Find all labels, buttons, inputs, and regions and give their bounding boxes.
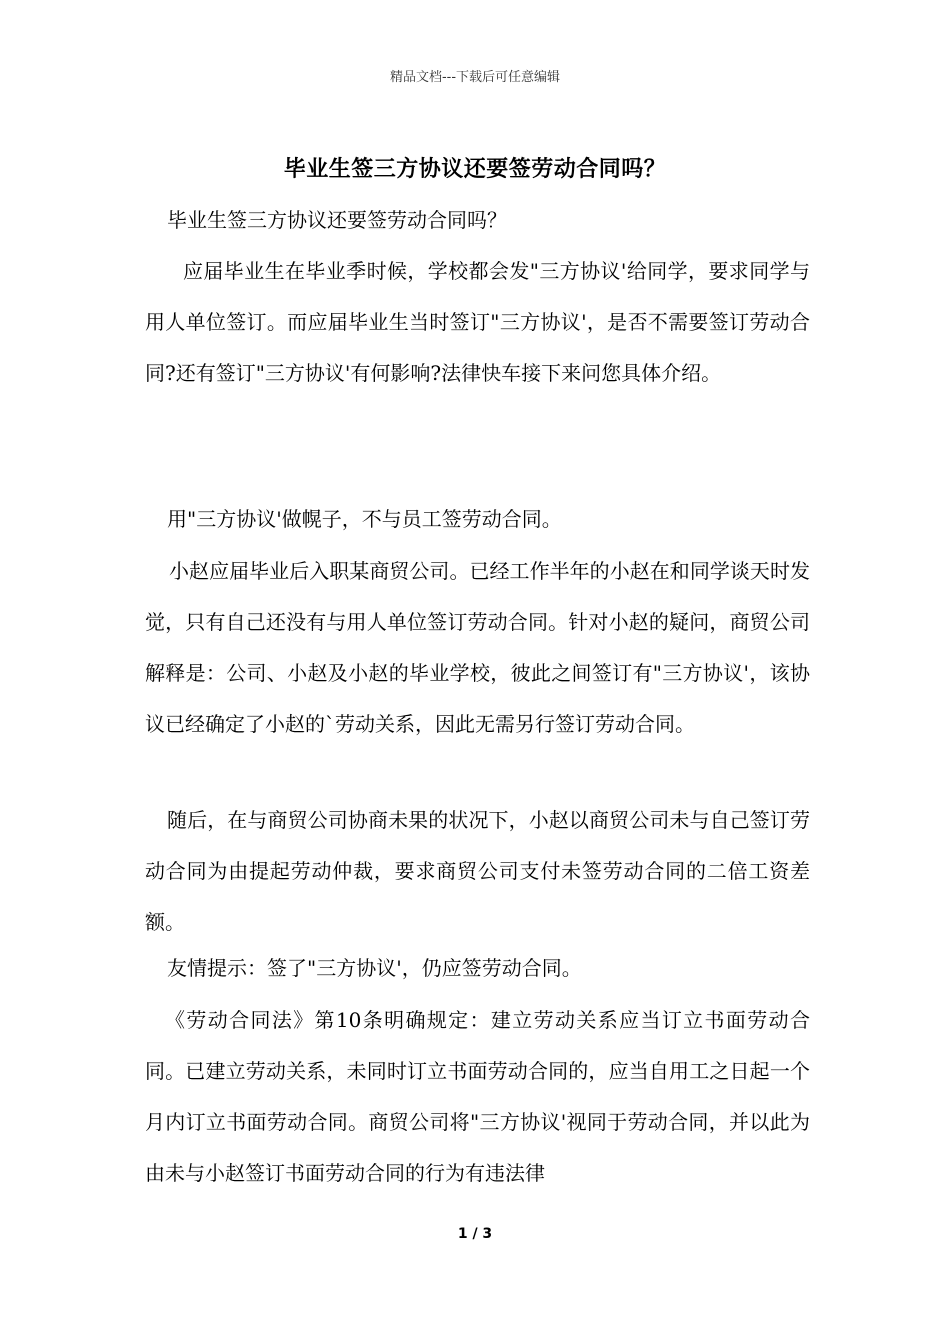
paragraph-subtitle bbox=[145, 195, 810, 246]
paragraph: 毕业生签三方协议还要签劳动合同吗？ bbox=[167, 208, 507, 232]
header-note: 精品文档---下载后可任意编辑 bbox=[389, 70, 561, 85]
paragraph: 应届毕业生在毕业季时候，学校都会发"三方协议'给同学，要求同学与用人单位签订。而应届毕业生当时签订"三方协议'，是否不需要签订劳动合同?还有签订"三方协议'有何影响?法律快车接下来问您具体介绍。 bbox=[145, 259, 810, 385]
paragraph-tip bbox=[145, 943, 810, 994]
paragraph: 小赵应届毕业后入职某商贸公司。已经工作半年的小赵在和同学谈天时发觉，只有自己还没有与用人单位签订劳动合同。针对小赵的疑问，商贸公司解释是：公司、小赵及小赵的毕业学校，彼此之间签订有"三方协议'，该协议已经确定了小赵的`劳动关系，因此无需另行签订劳动合同。 bbox=[145, 559, 810, 736]
paragraph-heading-1 bbox=[145, 494, 810, 545]
paragraph-arbitration bbox=[145, 795, 810, 948]
paragraph: 用"三方协议'做幌子，不与员工签劳动合同。 bbox=[167, 507, 562, 531]
paragraph: 《劳动合同法》第10条明确规定：建立劳动关系应当订立书面劳动合同。已建立劳动关系，未同时订立书面劳动合同的，应当自用工之日起一个月内订立书面劳动合同。商贸公司将"三方协议'视同于劳动合同，并以此为由未与小赵签订书面劳动合同的行为有违法律 bbox=[145, 1008, 810, 1185]
page-indicator: 1 / 3 bbox=[457, 1226, 493, 1242]
document-title: 毕业生签三方协议还要签劳动合同吗？ bbox=[283, 156, 667, 182]
paragraph-law bbox=[145, 995, 810, 1199]
paragraph-case bbox=[145, 546, 810, 750]
paragraph-intro bbox=[145, 246, 810, 399]
paragraph: 友情提示：签了"三方协议'，仍应签劳动合同。 bbox=[167, 956, 582, 980]
paragraph: 随后，在与商贸公司协商未果的状况下，小赵以商贸公司未与自己签订劳动合同为由提起劳动仲裁，要求商贸公司支付未签劳动合同的二倍工资差额。 bbox=[145, 808, 810, 934]
